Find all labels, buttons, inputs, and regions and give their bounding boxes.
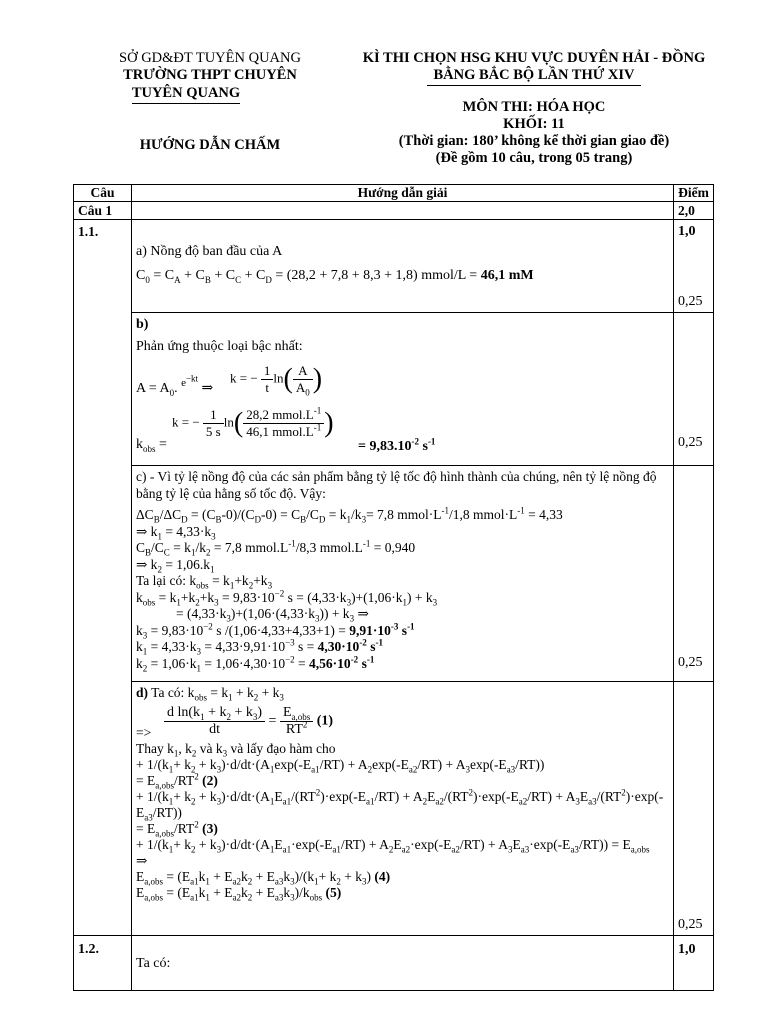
header-question: Câu — [74, 185, 132, 202]
part-b-formula1: $A = A_0$. $^{e^{-kt}}$ ⇒ k = − $\frac{1}{t}$ ln( $\frac{A}{A_0}$ ) — [136, 363, 323, 398]
subquestion-points: 1,0 — [674, 936, 714, 991]
part-b-line1: Phản ứng thuộc loại bậc nhất: — [136, 339, 303, 354]
part-d-line: = $E_{a,obs}/RT^2$ (3) — [136, 819, 218, 839]
part-d-line: + $1/(k_1+ k_2 + k_3)\cdot d/dt\cdot(A_1\exp(-E_{a1}/RT) + A_2\exp(-E_{a2}/RT) + A_3\exp(-E_{a3}/RT))$ — [136, 757, 545, 775]
exam-title-line1: KÌ THI CHỌN HSG KHU VỰC DUYÊN HẢI - ĐỒNG — [362, 50, 706, 66]
table-row — [74, 466, 714, 682]
part-d-line: $E_{a,obs} = (E_{a1}k_1 + E_{a2}k_2 + E_{a3}k_3)/k_{obs}$ (5) — [136, 885, 342, 903]
part-d-line: ⇒ — [136, 853, 148, 868]
table-row — [74, 682, 714, 936]
table-header-row — [74, 185, 714, 202]
part-c-intro: c) - Vì tỷ lệ nồng độ của các sản phẩm bằng tỷ lệ tốc độ hình thành của chúng, nên tỷ lệ nồng độ bằng tỷ lệ của hằng số tốc độ. Vậy: — [136, 469, 657, 501]
school-name-line1: TRƯỜNG THPT CHUYÊN — [123, 67, 297, 83]
header-points: Điểm — [674, 185, 714, 202]
part-c-line: ⇒ $k_1 = 4,33\cdot k_3$ — [136, 523, 216, 542]
part-b-title: b) — [136, 317, 149, 332]
part-c-line: $\Delta C_B/\Delta C_D = (C_B-0)/(C_D-0) = C_B/C_D = k_1/k_3= 7,8$ $mmol\cdot L^{-1}/1,8$ $mmol\cdot L^{-1} = 4,33$ — [136, 505, 563, 525]
exam-pages: (Đề gồm 10 câu, trong 05 trang) — [435, 150, 633, 166]
part-c-line: $k_3 = 9,83\cdot 10^{-2}$ s $/(1,06\cdot 4,33+4,33+1) = 9,91\cdot 10^{-3}$ $s^{-1}$ — [136, 621, 415, 641]
part-c-line: ⇒ $k_2 = 1,06.k_1$ — [136, 556, 215, 575]
subquestion-text: Ta có: — [132, 936, 674, 991]
part-b-formula2: $k_{obs}$ = k = − $\frac{1}{5 s}$ ln( $\frac{28,2 mmol.L^{-1}}{46,1 mmol.L^{-1}}$ ) = $9,83.10^{-2}$ $s^{-1}$ — [136, 405, 436, 454]
school-name-line2: TUYÊN QUANG — [132, 85, 240, 104]
part-a-title: a) Nồng độ ban đầu của A — [136, 244, 283, 259]
part-c-line: Ta lại có: $k_{obs} = k_1+k_2+k_3$ — [136, 573, 273, 591]
subquestion-points: 1,0 — [678, 224, 696, 239]
question-points: 2,0 — [674, 202, 714, 220]
part-d-line: + $1/(k_1+ k_2 + k_3)\cdot d/dt\cdot(A_1E_{a1}\cdot\exp(-E_{a1}/RT) + A_2E_{a2}\cdot\exp(-E_{a2}/RT) + A_3E_{a3}\cdot\exp(-E_{a3}/RT)) = E_{a,obs}$ — [136, 837, 650, 855]
exam-grade: KHỐI: 11 — [503, 116, 565, 132]
part-b-points: 0,25 — [678, 435, 703, 450]
table-row — [74, 220, 714, 313]
exam-time: (Thời gian: 180’ không kể thời gian giao đề) — [398, 133, 670, 149]
part-c-line: = $(4,33\cdot k_3)+(1,06\cdot(4,33\cdot k_3)) + k_3$ ⇒ — [176, 606, 369, 624]
part-d-line: Thay $k_1$, $k_2$ và $k_3$ và lấy đạo hàm cho — [136, 741, 336, 759]
department-name: SỞ GD&ĐT TUYÊN QUANG — [119, 50, 301, 66]
part-c-line: $C_B/C_C = k_1/k_2 = 7,8$ $mmol.L^{-1}/8,3$ $mmol.L^{-1} = 0,940$ — [136, 538, 416, 558]
part-d-line: = $E_{a,obs}/RT^2$ (2) — [136, 771, 218, 791]
part-d-points: 0,25 — [678, 917, 703, 932]
answer-table — [73, 184, 714, 991]
part-a-points: 0,25 — [678, 294, 703, 309]
part-d-formula: => $\frac{d \ln(k_1 + k_2 + k_3)}{dt}$ = $\frac{E_{a,obs}}{RT^2}$ (1) — [136, 705, 334, 740]
part-a-equation: $C_0 = C_A + C_B + C_C + C_D = (28,2 + 7,8 + 8,3 + 1,8)$ mmol/L = 46,1 mM — [136, 268, 534, 285]
part-c-line: $k_1 = 4,33\cdot k_3 = 4,33\cdot 9,91\cdot 10^{-3}$ $s = 4,30\cdot 10^{-2}$ $s^{-1}$ — [136, 637, 383, 657]
header-left — [100, 50, 320, 154]
header-right — [338, 50, 730, 167]
document-type: HƯỚNG DẪN CHẤM — [139, 137, 281, 153]
subquestion-label: 1.1. — [74, 220, 132, 936]
part-d-line: $E_{a,obs} = (E_{a1}k_1 + E_{a2}k_2 + E_{a3}k_3)/(k_1+ k_2 + k_3)$ (4) — [136, 869, 391, 887]
table-row — [74, 936, 714, 991]
header-guide: Hướng dẫn giải — [132, 185, 674, 202]
question-label: Câu 1 — [74, 202, 132, 220]
part-c-line: $k_2 = 1,06\cdot k_1 = 1,06\cdot 4,30\cdot 10^{-2} = 4,56\cdot 10^{-2}$ $s^{-1}$ — [136, 654, 375, 674]
part-d-line: d) Ta có: $k_{obs} = k_1 + k_2 + k_3$ — [136, 685, 284, 703]
table-row — [74, 202, 714, 220]
part-c-line: $k_{obs} = k_1+k_2+k_3 = 9,83\cdot 10^{-2}$ $s = (4,33\cdot k_3)+(1,06\cdot k_1) + k_3$ — [136, 588, 438, 608]
exam-title-line2: BẰNG BẮC BỘ LẦN THỨ XIV — [427, 67, 640, 86]
exam-subject: MÔN THI: HÓA HỌC — [462, 99, 606, 115]
subquestion-label: 1.2. — [74, 936, 132, 991]
table-row — [74, 313, 714, 466]
part-d-line: + $1/(k_1+ k_2 + k_3)\cdot d/dt\cdot(A_1E_{a1}/(RT^2)\cdot\exp(-E_{a1}/RT) + A_2E_{a2}/(RT^2)\cdot\exp(-E_{a2}/RT) + A_3E_{a3}/(RT^2)\cdot\exp(-E_{a3}/RT))$ — [136, 787, 664, 823]
part-c-points: 0,25 — [678, 655, 703, 670]
